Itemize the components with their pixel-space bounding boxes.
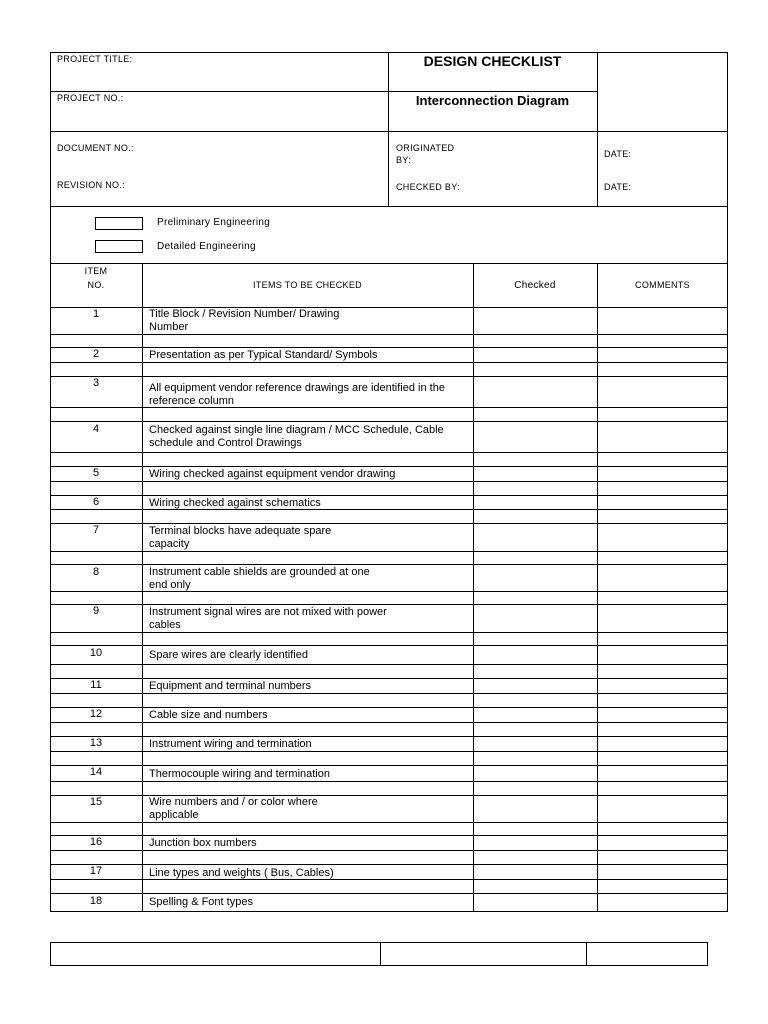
item-number: 1 bbox=[92, 308, 100, 320]
checked-header: Checked bbox=[514, 280, 556, 291]
document-no-label: DOCUMENT NO.: bbox=[57, 143, 134, 153]
project-title-label: PROJECT TITLE: bbox=[57, 54, 133, 64]
item-number: 17 bbox=[89, 865, 103, 877]
item-description: Line types and weights ( Bus, Cables) bbox=[149, 867, 334, 879]
item-description: Instrument cable shields are grounded at one end only bbox=[149, 566, 370, 591]
item-number: 8 bbox=[92, 566, 100, 578]
item-no-header: ITEM NO. bbox=[84, 266, 108, 290]
item-number: 9 bbox=[92, 605, 100, 617]
footer-field bbox=[50, 942, 381, 966]
item-number: 6 bbox=[92, 496, 100, 508]
date-label: DATE: bbox=[604, 149, 632, 159]
item-number: 13 bbox=[89, 737, 103, 749]
revision-no-label: REVISION NO.: bbox=[57, 180, 125, 190]
item-number: 5 bbox=[92, 467, 100, 479]
item-description: Spare wires are clearly identified bbox=[149, 649, 308, 661]
comments-header: COMMENTS bbox=[635, 280, 690, 290]
item-number: 3 bbox=[92, 377, 100, 389]
detailed-label: Detailed Engineering bbox=[157, 241, 256, 252]
preliminary-checkbox[interactable] bbox=[95, 217, 143, 230]
item-description: Equipment and terminal numbers bbox=[149, 680, 312, 692]
item-description: All equipment vendor reference drawings are identified in the reference column bbox=[149, 382, 445, 407]
item-number: 15 bbox=[89, 796, 103, 808]
item-number: 16 bbox=[89, 836, 103, 848]
item-description: Junction box numbers bbox=[149, 837, 257, 849]
preliminary-label: Preliminary Engineering bbox=[157, 217, 271, 228]
footer-field bbox=[380, 942, 587, 966]
item-number: 2 bbox=[92, 348, 100, 360]
form-subtitle: Interconnection Diagram bbox=[415, 93, 570, 108]
item-description: Instrument signal wires are not mixed with power cables bbox=[149, 606, 387, 631]
item-description: Terminal blocks have adequate spare capacity bbox=[149, 525, 332, 550]
checked-by-label: CHECKED BY: bbox=[396, 182, 460, 192]
item-number: 14 bbox=[89, 766, 103, 778]
item-description: Wiring checked against schematics bbox=[149, 497, 321, 509]
item-description: Wiring checked against equipment vendor drawing bbox=[149, 468, 396, 480]
item-description: Cable size and numbers bbox=[149, 709, 268, 721]
originated-by-label: ORIGINATED BY: bbox=[396, 143, 455, 165]
items-header: ITEMS TO BE CHECKED bbox=[253, 280, 362, 290]
item-description: Instrument wiring and termination bbox=[149, 738, 312, 750]
item-number: 4 bbox=[92, 423, 100, 435]
footer-field bbox=[586, 942, 708, 966]
item-description: Wire numbers and / or color where applicable bbox=[149, 796, 318, 821]
form-title: DESIGN CHECKLIST bbox=[423, 53, 562, 69]
item-description: Checked against single line diagram / MCC Schedule, Cable schedule and Control Drawings bbox=[149, 424, 444, 449]
item-description: Presentation as per Typical Standard/ Symbols bbox=[149, 349, 378, 361]
item-number: 11 bbox=[90, 679, 102, 691]
item-description: Spelling & Font types bbox=[149, 896, 253, 908]
detailed-checkbox[interactable] bbox=[95, 240, 143, 253]
item-number: 18 bbox=[89, 895, 103, 907]
item-description: Thermocouple wiring and termination bbox=[149, 768, 330, 780]
item-number: 10 bbox=[89, 647, 103, 659]
date-label: DATE: bbox=[604, 182, 632, 192]
item-description: Title Block / Revision Number/ Drawing Number bbox=[149, 308, 340, 333]
item-number: 12 bbox=[89, 708, 103, 720]
project-no-label: PROJECT NO.: bbox=[57, 93, 124, 103]
item-number: 7 bbox=[92, 524, 100, 536]
